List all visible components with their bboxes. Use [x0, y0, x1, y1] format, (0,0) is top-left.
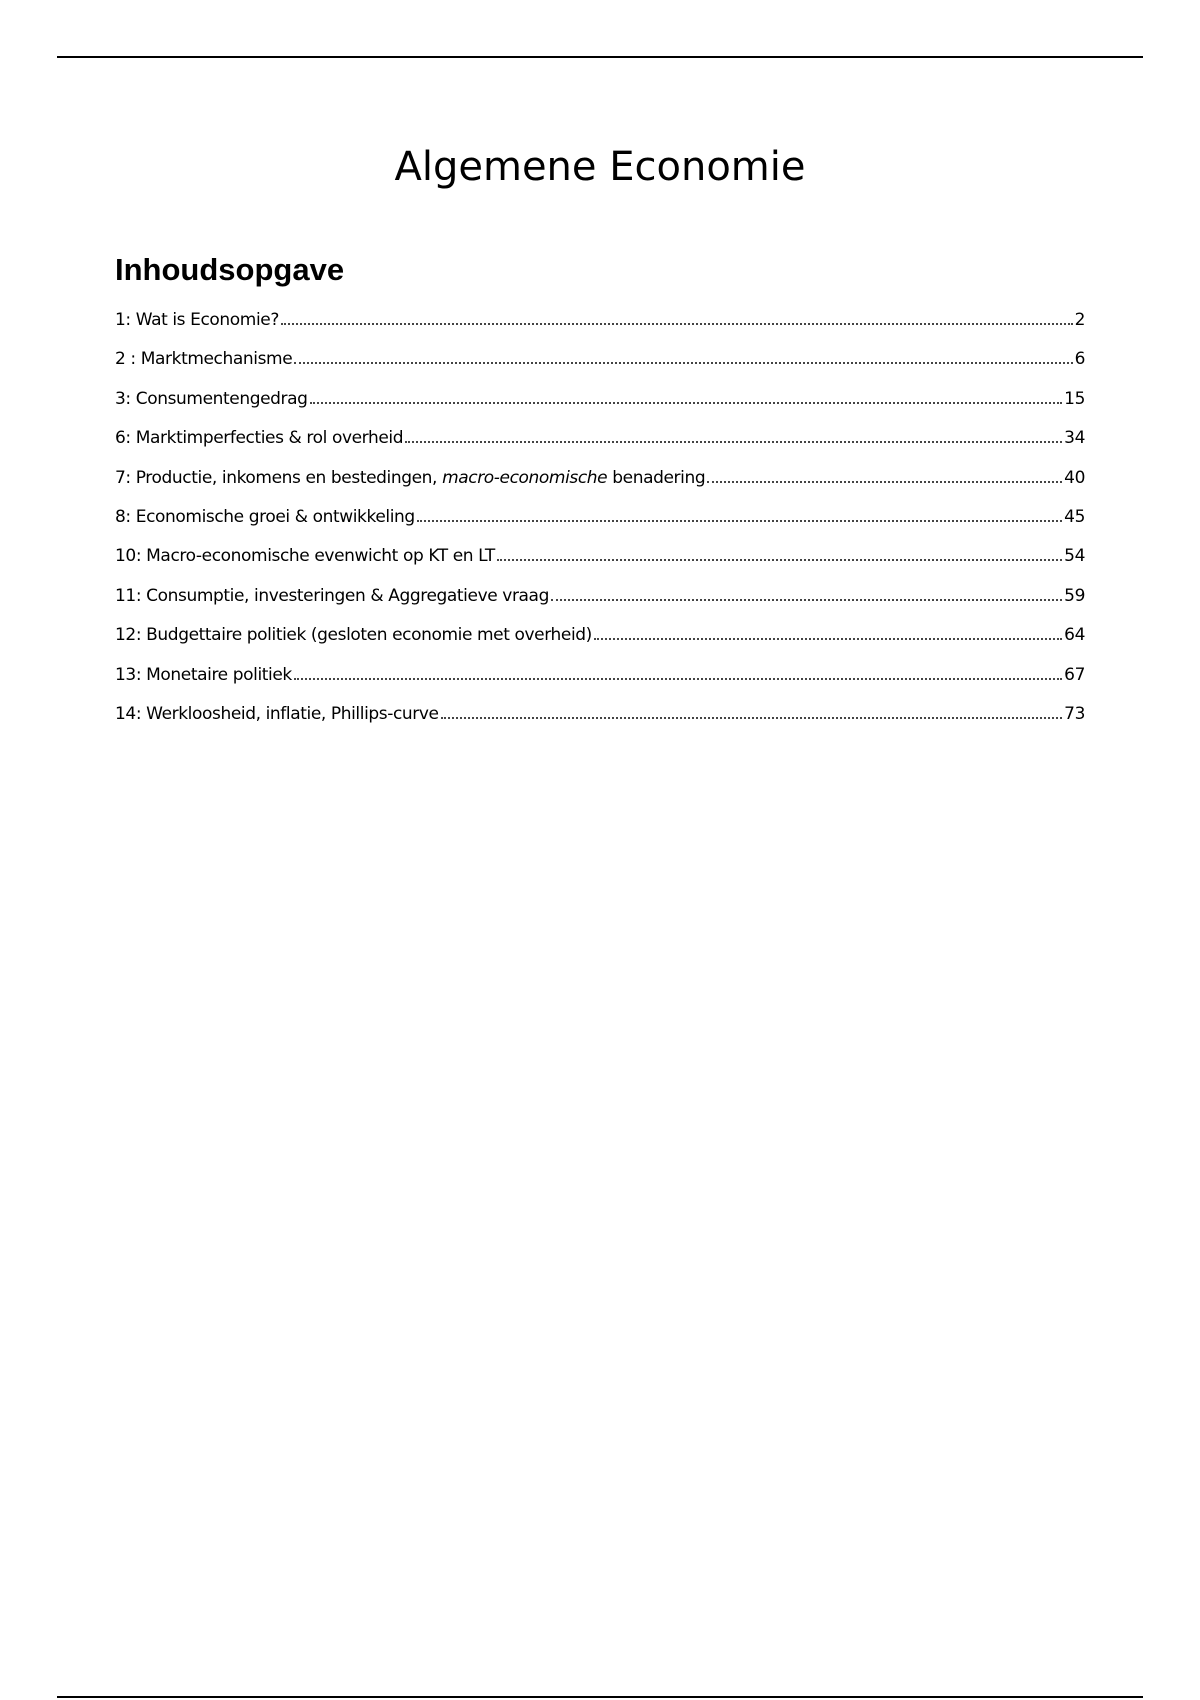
toc-entry-page: 40 [1064, 467, 1085, 488]
toc-entry-8[interactable] [115, 503, 1085, 542]
toc-entry-1[interactable] [115, 306, 1085, 345]
toc-entry-3[interactable] [115, 385, 1085, 424]
toc-entry-page: 45 [1064, 506, 1085, 527]
toc-dot-leader [294, 678, 1062, 680]
toc-entry-10[interactable] [115, 542, 1085, 581]
toc-entry-page: 34 [1064, 428, 1085, 449]
toc-entry-label: 2 : Marktmechanisme [115, 349, 293, 370]
toc-entry-label-part: benadering [607, 467, 706, 488]
toc-dot-leader [441, 717, 1063, 719]
toc-entry-page: 64 [1064, 625, 1085, 646]
toc-entry-label: 10: Macro-economische evenwicht op KT en LT [115, 546, 495, 567]
toc-entry-page: 73 [1064, 703, 1085, 724]
header-rule [57, 56, 1143, 58]
toc-dot-leader [281, 323, 1073, 325]
toc-dot-leader [417, 520, 1062, 522]
toc-entry-label: 13: Monetaire politiek [115, 664, 292, 685]
toc-entry-label: 1: Wat is Economie? [115, 310, 279, 330]
toc-entry-6[interactable] [115, 424, 1085, 463]
toc-dot-leader [594, 638, 1062, 640]
toc-dot-leader [294, 362, 1072, 364]
toc-entry-label: 14: Werkloosheid, inflatie, Phillips-curve [115, 703, 439, 724]
toc-entry-label-part: 7: Productie, inkomens en bestedingen, [115, 467, 443, 488]
toc-entry-label-emphasis: macro-economische [442, 467, 608, 488]
toc-entry-label: 11: Consumptie, investeringen & Aggregatieve vraag [115, 585, 549, 606]
toc-entry-12[interactable] [115, 621, 1085, 660]
document-title: Algemene Economie [394, 144, 806, 190]
toc-heading: Inhoudsopgave [115, 252, 345, 287]
toc-entry-14[interactable] [115, 700, 1085, 739]
toc-entry-13[interactable] [115, 661, 1085, 700]
toc-entry-page: 67 [1064, 664, 1085, 685]
toc-entry-page: 6 [1074, 349, 1085, 370]
toc-entry-label: 8: Economische groei & ontwikkeling [115, 506, 415, 527]
toc-entry-11[interactable] [115, 582, 1085, 621]
toc-entry-label: 6: Marktimperfecties & rol overheid [115, 428, 404, 449]
toc-entry-7[interactable] [115, 464, 1085, 503]
toc-dot-leader [707, 481, 1062, 483]
toc-entry-page: 15 [1064, 388, 1085, 409]
toc-entry-label [115, 464, 705, 492]
toc-dot-leader [497, 559, 1062, 561]
toc-entry-page: 59 [1064, 585, 1085, 606]
table-of-contents [115, 306, 1085, 739]
toc-dot-leader [310, 402, 1063, 404]
toc-entry-label: 3: Consumentengedrag [115, 388, 308, 409]
footer-rule [57, 1696, 1143, 1698]
toc-entry-2[interactable] [115, 345, 1085, 384]
toc-entry-label: 12: Budgettaire politiek (gesloten economie met overheid) [115, 625, 592, 646]
toc-entry-page: 54 [1064, 546, 1085, 567]
toc-dot-leader [405, 441, 1062, 443]
toc-entry-page: 2 [1074, 310, 1085, 330]
toc-dot-leader [551, 599, 1062, 601]
